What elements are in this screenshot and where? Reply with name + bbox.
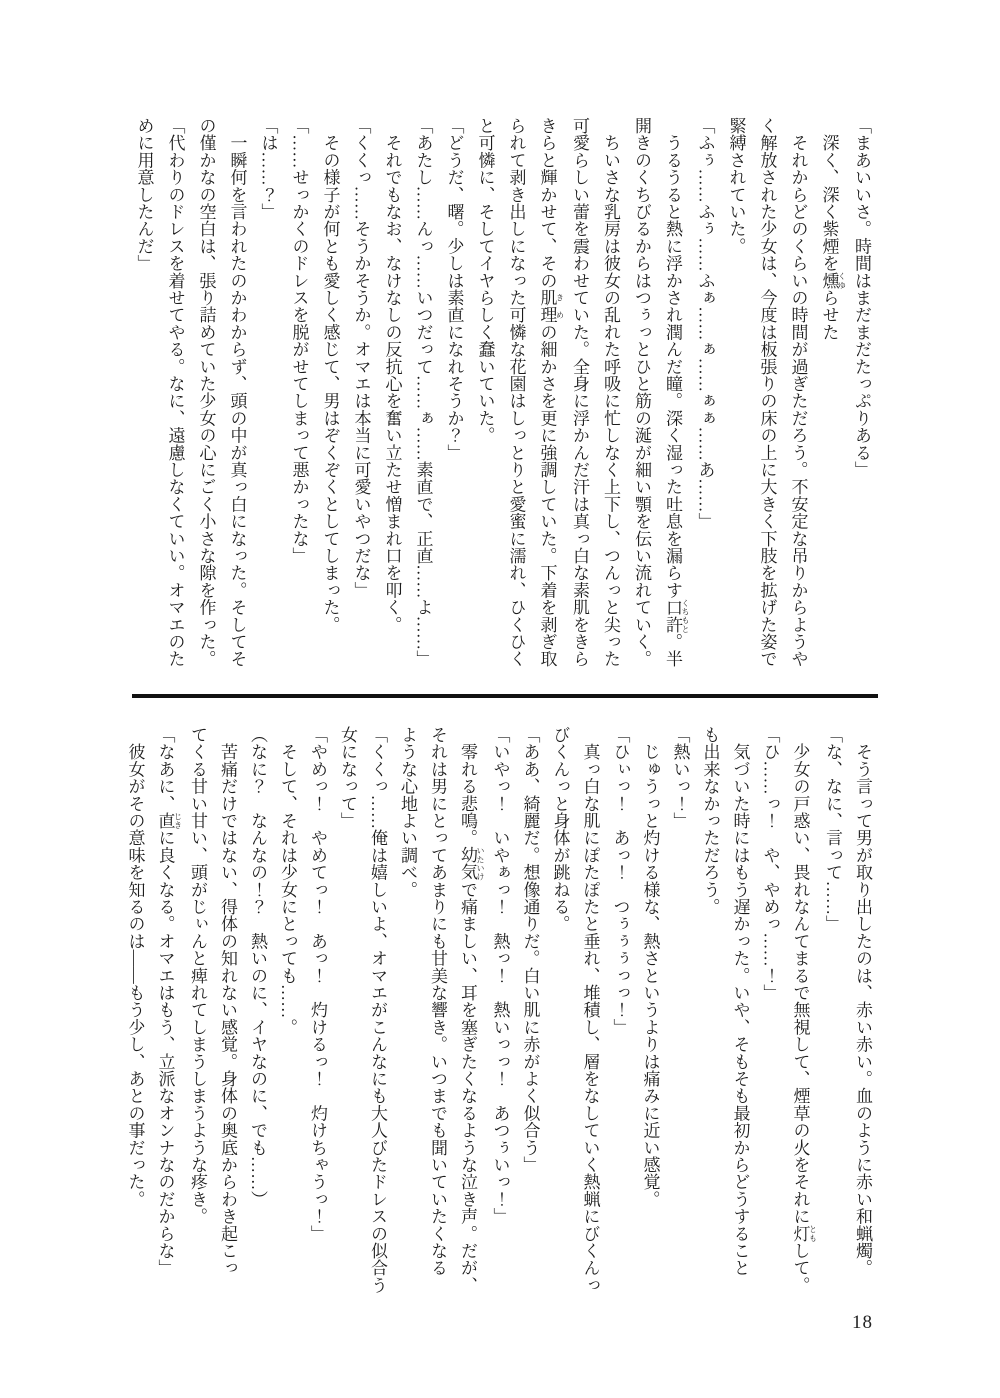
text-line: 「あたし……んっ……いつだって……ぁ……素直で、正直……よ……」 bbox=[413, 117, 433, 668]
text-line: の僅かなの空白は、張り詰めていた少女の心にごく小さな隙を作った。 bbox=[196, 117, 216, 668]
text-line: と可憐に、そしてイヤらしく蠢いていた。 bbox=[475, 117, 495, 444]
text-line: 可愛らしい蕾を震わせていた。全身に浮かんだ汗は真っ白な素肌をきら bbox=[570, 117, 589, 668]
text-line: きらと輝かせて、その肌理 きめの細かさを更に強調していた。下着を剥ぎ取 bbox=[537, 117, 565, 668]
text-line: （なに？ なんなの！？ 熱いのに、イヤなのに、でも……） bbox=[248, 726, 267, 1208]
text-line: 「熱いっ！」 bbox=[670, 726, 690, 830]
bottom-text-block bbox=[120, 726, 878, 1301]
text-line: そう言って男が取り出したのは、赤い赤い。血のように赤い和蝋燭。 bbox=[853, 726, 872, 1277]
text-line: 真っ白な肌にぽたぽたと垂れ、堆積し、層をなしていく熱蝋にびくんっ bbox=[580, 726, 600, 1294]
text-line: それでもなお、なけなしの反抗心を奮い立たせ憎まれ口を叩く。 bbox=[382, 117, 402, 633]
text-line: 「ひ……っ！ や、やめっ……！」 bbox=[760, 726, 780, 1002]
text-line: 「ふぅ……ふぅ……ふぁ……ぁ……ぁぁ……あ……」 bbox=[695, 117, 715, 530]
text-line: 「いやっ！ いやぁっ！ 熱っ！ 熱いっっ！ あつぅいっ！」 bbox=[490, 726, 510, 1225]
text-line: 「ああ、綺麗だ。想像通りだ。白い肌に赤がよく似合う」 bbox=[520, 726, 540, 1174]
text-line: 「な、なに、言って……」 bbox=[823, 726, 842, 933]
text-line: 気づいた時にはもう遅かった。いや、そもそも最初からどうすること bbox=[730, 726, 750, 1277]
text-line: 「まあいいさ。時間はまだまだたっぷりある」 bbox=[852, 117, 871, 479]
text-line: 「ひぃっ！ あっ！ つぅぅぅっっ！」 bbox=[610, 726, 630, 1036]
text-line: 少女の戸惑い、畏れなんてまるで無視して、煙草の火をそれに灯 ともして。 bbox=[790, 726, 818, 1294]
text-line: うるうると熱に浮かされ潤んだ瞳。深く湿った吐息を漏らす口許 くちもと。半 bbox=[663, 117, 690, 668]
text-line: も出来なかっただろう。 bbox=[700, 726, 720, 916]
top-text-block bbox=[129, 117, 878, 697]
text-line: 「代わりのドレスを着せてやる。なに、遠慮しなくていい。オマエのた bbox=[165, 117, 185, 668]
text-line: 苦痛だけではない、得体の知れない感覚。身体の奥底からわき起こっ bbox=[218, 726, 237, 1277]
text-line: 「くくっ……そうかそうか。オマエは本当に可愛いやつだな」 bbox=[351, 117, 371, 599]
text-line: 彼女がその意味を知るのは――もう少し、あとの事だった。 bbox=[125, 726, 145, 1208]
section-divider bbox=[132, 694, 878, 698]
page-number: 18 bbox=[852, 1312, 873, 1333]
text-line: その様子が何とも愛しく感じて、男はぞくぞくとしてしまった。 bbox=[320, 117, 340, 633]
text-line: そして、それは少女にとっても……。 bbox=[278, 726, 297, 1036]
text-line: く解放された少女は、今度は板張りの床の上に大きく下肢を拡げた姿で bbox=[757, 117, 777, 668]
text-line: 開きのくちびるからはつぅっとひと筋の涎が細い顎を伝い流れていく。 bbox=[632, 117, 651, 668]
text-line: ちいさな乳房は彼女の乱れた呼吸に忙しなく上下し、つんっと尖った bbox=[601, 117, 620, 668]
text-line: 「くくっ……俺は嬉しいよ、オマエがこんなにも大人びたドレスの似合う bbox=[368, 726, 387, 1294]
text-line: じゅうっと灼ける様な、熱さというよりは痛みに近い感覚。 bbox=[640, 726, 660, 1208]
text-line: てくる甘い甘い、頭がじぃんと痺れてしまうしまうような疼き。 bbox=[188, 726, 207, 1225]
text-line: びくんっと身体が跳ねる。 bbox=[550, 726, 570, 933]
text-line: 零れる悲鳴。幼気 いたいけで痛ましい、耳を塞ぎたくなるような泣き声。だが、 bbox=[458, 726, 485, 1294]
text-line: ような心地よい調べ。 bbox=[398, 726, 417, 898]
text-line: 深く、深く紫煙を燻 くゆらせた bbox=[819, 117, 847, 341]
text-line: 「……せっかくのドレスを脱がせてしまって悪かったな」 bbox=[289, 117, 309, 565]
text-line: めに用意したんだ」 bbox=[134, 117, 154, 272]
text-line: 「は……？」 bbox=[258, 117, 278, 221]
text-line: 「どうだ、曙。少しは素直になれそうか？」 bbox=[444, 117, 464, 461]
text-line: 一瞬何を言われたのかわからず、頭の中が真っ白になった。そしてそ bbox=[227, 117, 247, 668]
text-line: 「なあに、直 じきに良くなる。オマエはもう、立派なオンナなのだからな」 bbox=[155, 726, 183, 1277]
text-line: 「やめっ！ やめてっ！ あっ！ 灼けるっ！ 灼けちゃうっ！」 bbox=[308, 726, 327, 1242]
text-line: られて剥き出しになった可憐な花園はしっとりと愛蜜に濡れ、ひくひく bbox=[506, 117, 526, 668]
text-line: 緊縛されていた。 bbox=[726, 117, 746, 255]
text-line: 女になって」 bbox=[338, 726, 357, 830]
text-line: それは男にとってあまりにも甘美な響き。いつまでも聞いていたくなる bbox=[428, 726, 447, 1277]
text-line: それからどのくらいの時間が過ぎただろう。不安定な吊りからようや bbox=[788, 117, 808, 668]
